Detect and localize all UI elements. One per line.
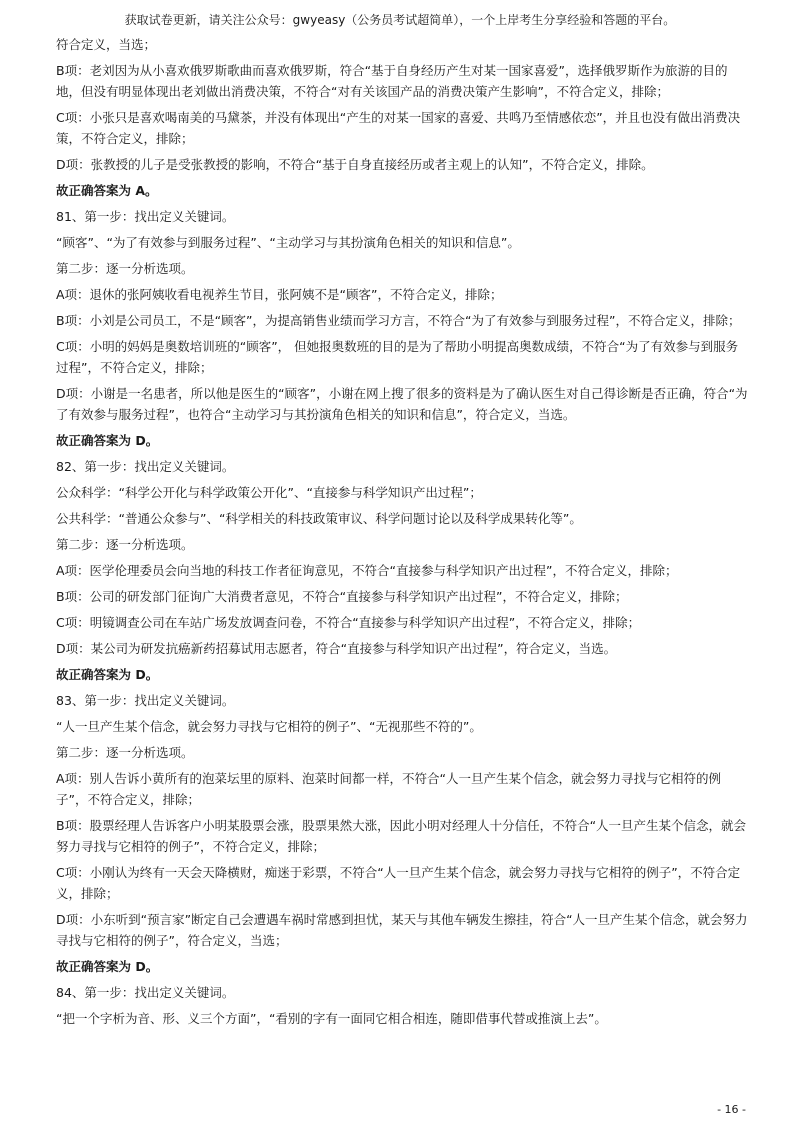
- answer-line: 故正确答案为 D。: [56, 433, 159, 448]
- answer-line: 故正确答案为 D。: [56, 667, 159, 682]
- text-paragraph: D项：张教授的儿子是受张教授的影响，不符合“基于自身直接经历或者主观上的认知”，不符合定义，排除。: [56, 157, 654, 172]
- text-paragraph: C项：小刚认为终有一天会天降横财，痴迷于彩票，不符合“人一旦产生某个信念，就会努力寻找与它相符的例子”，不符合定义，排除；: [56, 865, 741, 901]
- text-paragraph: D项：小谢是一名患者，所以他是医生的“顾客”，小谢在网上搜了很多的资料是为了确认医生对自己得诊断是否正确，符合“为了有效参与服务过程”，也符合“主动学习与其扮演角色相关的知识和信息”，符合定义，当选。: [56, 386, 748, 422]
- page-number: - 16 -: [717, 1103, 746, 1116]
- text-paragraph: B项：小刘是公司员工，不是“顾客”，为提高销售业绩而学习方言，不符合“为了有效参与到服务过程”，不符合定义，排除；: [56, 313, 741, 328]
- text-paragraph: “顾客”、“为了有效参与到服务过程”、“主动学习与其扮演角色相关的知识和信息”。: [56, 235, 520, 250]
- text-paragraph: A项：别人告诉小黄所有的泡菜坛里的原料、泡菜时间都一样，不符合“人一旦产生某个信念，就会努力寻找与它相符的例子”，不符合定义，排除；: [56, 771, 722, 807]
- text-paragraph: 公共科学：“普通公众参与”、“科学相关的科技政策审议、科学问题讨论以及科学成果转化等”。: [56, 511, 582, 526]
- document-body: [56, 34, 748, 1034]
- text-paragraph: 81、第一步：找出定义关键词。: [56, 209, 235, 224]
- text-paragraph: A项：退休的张阿姨收看电视养生节目，张阿姨不是“顾客”，不符合定义，排除；: [56, 287, 503, 302]
- text-paragraph: 第二步：逐一分析选项。: [56, 261, 194, 276]
- text-paragraph: 84、第一步：找出定义关键词。: [56, 985, 235, 1000]
- text-paragraph: C项：小明的妈妈是奥数培训班的“顾客”， 但她报奥数班的目的是为了帮助小明提高奥数成绩，不符合“为了有效参与到服务过程”，不符合定义，排除；: [56, 339, 739, 375]
- answer-line: 故正确答案为 D。: [56, 959, 159, 974]
- text-paragraph: B项：股票经理人告诉客户小明某股票会涨，股票果然大涨，因此小明对经理人十分信任，不符合“人一旦产生某个信念，就会努力寻找与它相符的例子”，不符合定义，排除；: [56, 818, 747, 854]
- text-paragraph: D项：某公司为研发抗癌新药招募试用志愿者，符合“直接参与科学知识产出过程”，符合定义，当选。: [56, 641, 617, 656]
- text-paragraph: B项：公司的研发部门征询广大消费者意见，不符合“直接参与科学知识产出过程”，不符合定义，排除；: [56, 589, 628, 604]
- text-paragraph: 符合定义，当选；: [56, 37, 157, 52]
- text-paragraph: A项：医学伦理委员会向当地的科技工作者征询意见，不符合“直接参与科学知识产出过程”，不符合定义，排除；: [56, 563, 678, 578]
- text-paragraph: 公众科学：“科学公开化与科学政策公开化”、“直接参与科学知识产出过程”；: [56, 485, 482, 500]
- text-paragraph: 第二步：逐一分析选项。: [56, 537, 194, 552]
- text-paragraph: 83、第一步：找出定义关键词。: [56, 693, 235, 708]
- text-paragraph: D项：小东听到“预言家”断定自己会遭遇车祸时常感到担忧，某天与其他车辆发生擦挂，符合“人一旦产生某个信念，就会努力寻找与它相符的例子”，符合定义，当选；: [56, 912, 748, 948]
- text-paragraph: C项：小张只是喜欢喝南美的马黛茶，并没有体现出“产生的对某一国家的喜爱、共鸣乃至情感依恋”，并且也没有做出消费决策，不符合定义，排除；: [56, 110, 741, 146]
- text-paragraph: “人一旦产生某个信念，就会努力寻找与它相符的例子”、“无视那些不符的”。: [56, 719, 482, 734]
- answer-line: 故正确答案为 A。: [56, 183, 158, 198]
- text-paragraph: “把一个字析为音、形、义三个方面”，“看别的字有一面同它相合相连，随即借事代替或推演上去”。: [56, 1011, 607, 1026]
- text-paragraph: 82、第一步：找出定义关键词。: [56, 459, 235, 474]
- text-paragraph: C项：明镜调查公司在车站广场发放调查问卷，不符合“直接参与科学知识产出过程”，不符合定义，排除；: [56, 615, 641, 630]
- text-paragraph: B项：老刘因为从小喜欢俄罗斯歌曲而喜欢俄罗斯，符合“基于自身经历产生对某一国家喜爱”，选择俄罗斯作为旅游的目的地，但没有明显体现出老刘做出消费决策，不符合“对有关该国产品的消费决策产生影响”，不符合定义，排除；: [56, 63, 728, 99]
- page-header: 获取试卷更新，请关注公众号：gwyeasy（公务员考试超简单），一个上岸考生分享经验和答题的平台。: [124, 13, 676, 27]
- text-paragraph: 第二步：逐一分析选项。: [56, 745, 194, 760]
